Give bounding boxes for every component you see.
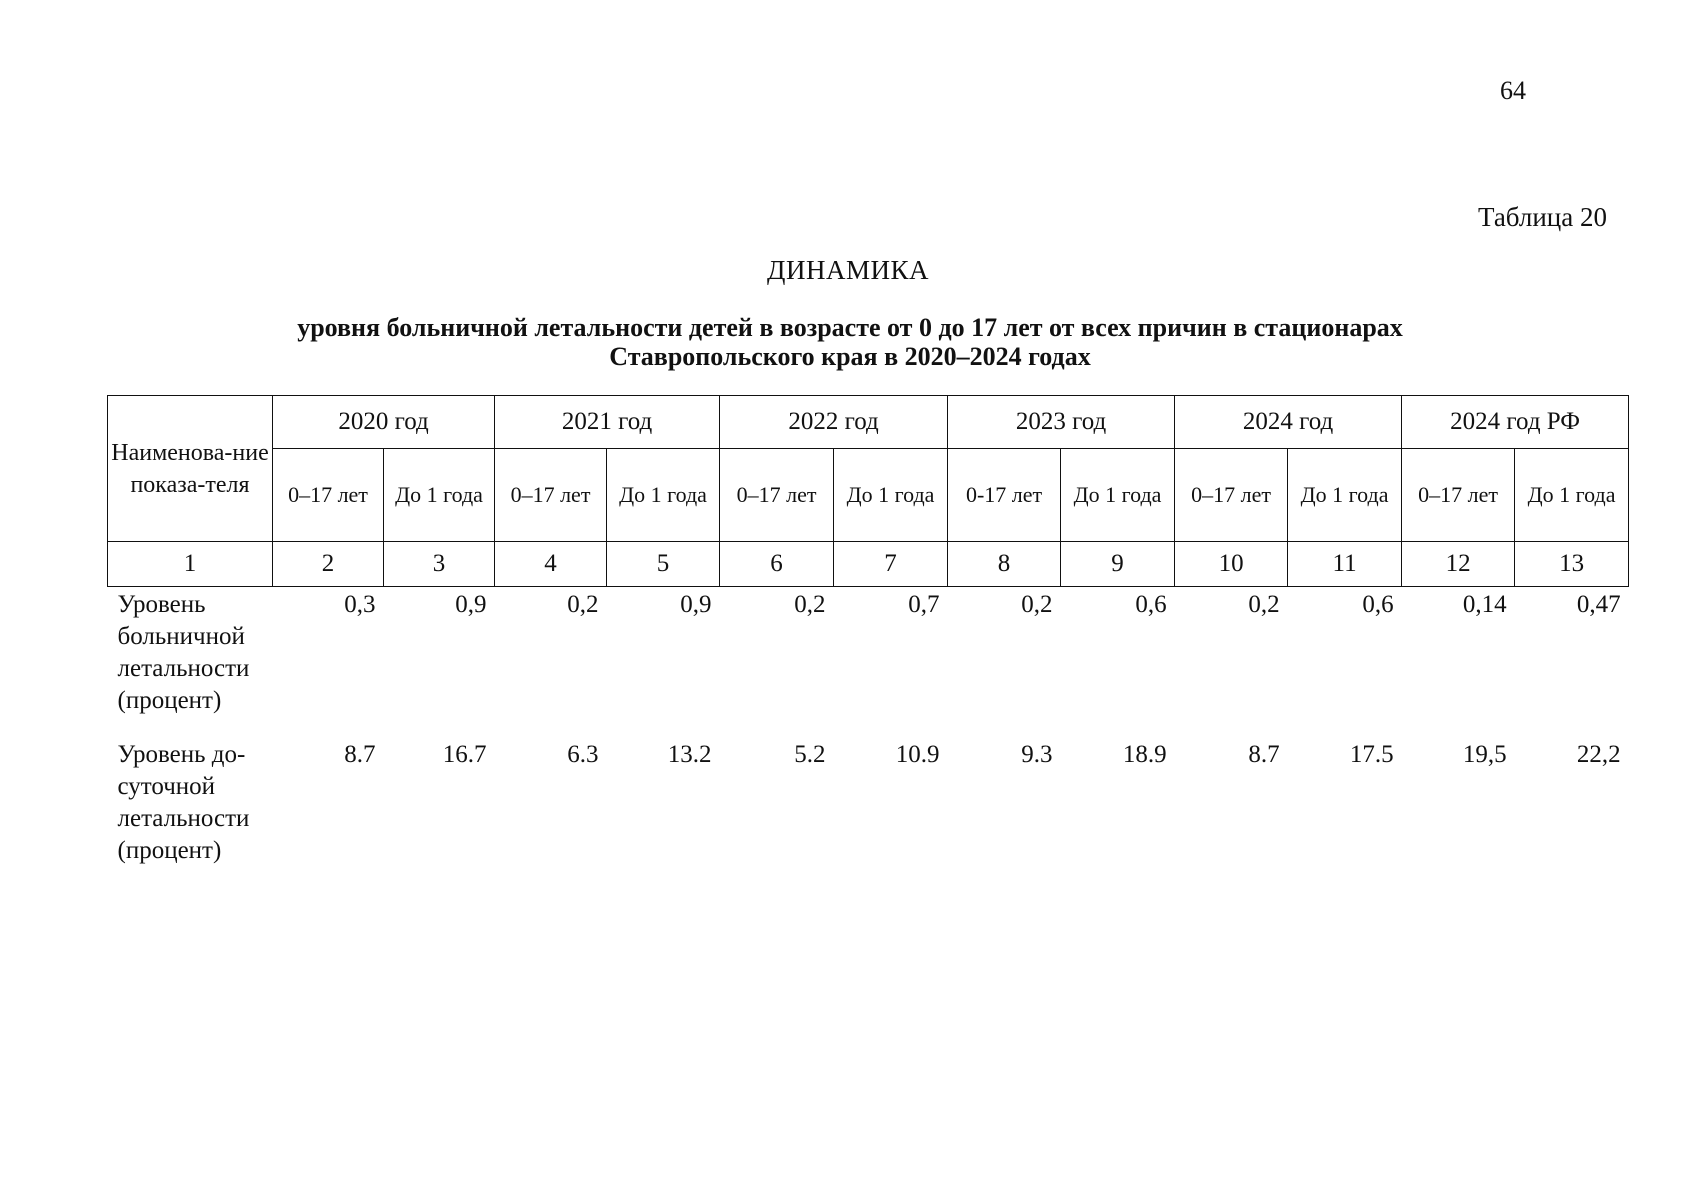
age-group-header: 0-17 лет: [948, 449, 1061, 542]
year-header-row: [108, 396, 1629, 449]
age-group-header: 0–17 лет: [1402, 449, 1515, 542]
table-row: [108, 737, 1629, 867]
row-spacer: [108, 717, 1629, 737]
document-subtitle: [250, 313, 1450, 371]
column-number: 7: [834, 542, 948, 587]
age-group-header: 0–17 лет: [273, 449, 384, 542]
table-cell: 0,6: [1135, 591, 1167, 618]
age-group-header: До 1 года: [607, 449, 720, 542]
age-group-header: До 1 года: [1061, 449, 1175, 542]
table-cell: 0,2: [794, 591, 826, 618]
table-cell: 9.3: [1021, 741, 1053, 768]
year-header: 2020 год: [273, 396, 495, 449]
age-group-header: 0–17 лет: [720, 449, 834, 542]
table-cell: 22,2: [1576, 741, 1621, 768]
table-label: Таблица 20: [1478, 202, 1607, 232]
column-number: 9: [1061, 542, 1175, 587]
column-number: 11: [1288, 542, 1402, 587]
subtitle-line-2: Ставропольского края в 2020–2024 годах: [609, 342, 1091, 371]
table-cell: 0,2: [1021, 591, 1053, 618]
year-header: 2022 год: [720, 396, 948, 449]
table-row: [108, 587, 1629, 718]
year-header: 2021 год: [495, 396, 720, 449]
column-number: 3: [384, 542, 495, 587]
age-group-header-row: [108, 449, 1629, 542]
column-number: 10: [1175, 542, 1288, 587]
age-group-header: До 1 года: [384, 449, 495, 542]
age-group-header: 0–17 лет: [1175, 449, 1288, 542]
age-group-header: 0–17 лет: [495, 449, 607, 542]
table-cell: 8.7: [1248, 741, 1280, 768]
column-number: 2: [273, 542, 384, 587]
table-cell: 0,2: [1248, 591, 1280, 618]
document-title: ДИНАМИКА: [767, 255, 929, 285]
table-cell: 0,9: [680, 591, 712, 618]
column-number: 13: [1515, 542, 1629, 587]
table-cell: 0,9: [455, 591, 487, 618]
column-number: 8: [948, 542, 1061, 587]
column-number: 5: [607, 542, 720, 587]
lethality-table: [107, 395, 1629, 867]
column-number-row: [108, 542, 1629, 587]
indicator-name: Уровень больничной летальности (процент): [117, 591, 250, 714]
table-cell: 6.3: [567, 741, 599, 768]
table-cell: 0,47: [1576, 591, 1621, 618]
table-cell: 0,7: [908, 591, 940, 618]
year-header: 2024 год: [1175, 396, 1402, 449]
table-cell: 0,2: [567, 591, 599, 618]
table-cell: 0,6: [1362, 591, 1394, 618]
column-number: 1: [108, 542, 273, 587]
column-number: 6: [720, 542, 834, 587]
indicator-name: Уровень до-суточной летальности (процент): [117, 741, 250, 864]
table-cell: 8.7: [344, 741, 376, 768]
year-header: 2024 год РФ: [1402, 396, 1629, 449]
page-number: 64: [1500, 76, 1526, 105]
table-cell: 0,14: [1462, 591, 1507, 618]
table-cell: 19,5: [1462, 741, 1507, 768]
table-cell: 10.9: [895, 741, 940, 768]
age-group-header: До 1 года: [1288, 449, 1402, 542]
indicator-name-header: Наименова-ние показа-теля: [108, 396, 273, 542]
age-group-header: До 1 года: [834, 449, 948, 542]
column-number: 4: [495, 542, 607, 587]
subtitle-line-1: уровня больничной летальности детей в возрасте от 0 до 17 лет от всех причин в стационарах: [297, 313, 1403, 342]
table-cell: 0,3: [344, 591, 376, 618]
table-cell: 5.2: [794, 741, 826, 768]
table-cell: 13.2: [667, 741, 712, 768]
table-cell: 16.7: [442, 741, 487, 768]
table-cell: 17.5: [1349, 741, 1394, 768]
age-group-header: До 1 года: [1515, 449, 1629, 542]
column-number: 12: [1402, 542, 1515, 587]
table-cell: 18.9: [1122, 741, 1167, 768]
year-header: 2023 год: [948, 396, 1175, 449]
